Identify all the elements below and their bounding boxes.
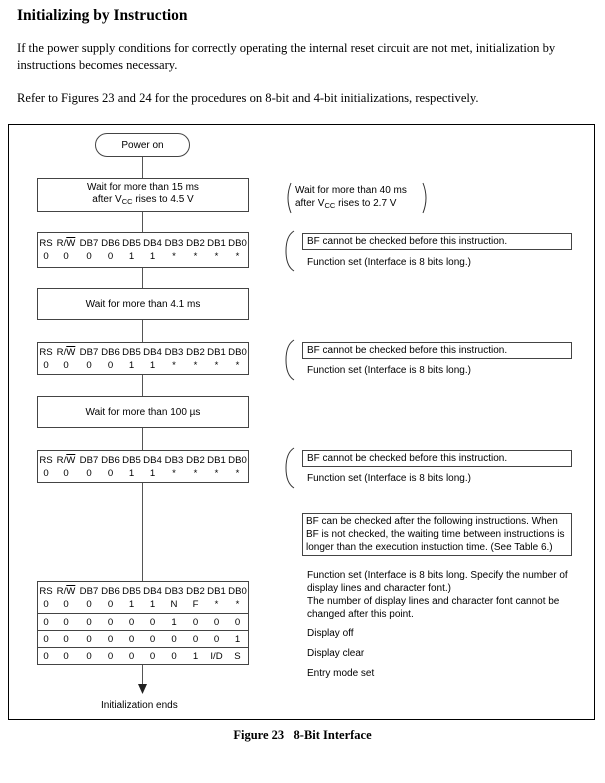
bit-header-row: RS $R/\overline{W}$ DB7 DB6 DB5 DB4 DB3 DB2 DB1 DB0 [39, 585, 247, 597]
entry-mode-note: Entry mode set [307, 668, 375, 679]
bit-header-row: RS $R/\overline{W}$ DB7 DB6 DB5 DB4 DB3 DB2 DB1 DB0 [39, 346, 247, 358]
bit-value-row: 0 0 0 0 1 1 * * * * [43, 251, 240, 262]
table-row: 0 0 0 0 0 0 0 1 I/D S [38, 647, 248, 664]
function-set-code-box-3 [37, 450, 249, 483]
bf-cannot-note-box: BF cannot be checked before this instruction. [302, 342, 572, 359]
wait-100us-box: Wait for more than 100 µs [37, 396, 249, 428]
bf-cannot-note-box: BF cannot be checked before this instruction. [302, 450, 572, 467]
function-set-note: Function set (Interface is 8 bits long.) [307, 365, 471, 376]
final-instruction-table [37, 581, 249, 665]
function-set-note: Function set (Interface is 8 bits long.) [307, 257, 471, 268]
function-set-full-note: Function set (Interface is 8 bits long. Specify the number of display lines and character font.) [307, 570, 568, 594]
connector-line [142, 157, 143, 178]
wait-15ms-box [37, 178, 249, 212]
intro-paragraph: If the power supply conditions for correctly operating the internal reset circuit are not met, initialization by instructions becomes necessary. [17, 41, 556, 72]
left-bracket-icon [285, 339, 295, 381]
table-row: 0 0 0 0 0 0 0 0 0 1 [38, 630, 248, 647]
display-clear-note: Display clear [307, 648, 365, 659]
section-heading: Initializing by Instruction [17, 7, 188, 24]
wait-40ms-note: Wait for more than 40 ms after $V_{CC}$ rises to 2.7 V [295, 185, 407, 210]
connector-line [142, 212, 143, 232]
figure-caption: Figure 23 8-Bit Interface [233, 728, 372, 742]
left-bracket-icon [285, 447, 295, 489]
function-set-code-box-1 [37, 232, 249, 268]
bit-value-row: 0 0 0 0 1 1 * * * * [43, 467, 240, 479]
bf-cannot-note-box: BF cannot be checked before this instruction. [302, 233, 572, 250]
wait-4ms-box: Wait for more than 4.1 ms [37, 288, 249, 320]
power-on-terminal: Power on [95, 133, 190, 157]
right-paren-icon [422, 182, 430, 214]
left-bracket-icon [285, 230, 295, 272]
connector-line [142, 483, 143, 581]
arrow-down-icon [138, 684, 147, 694]
table-row: 0 0 0 0 1 1 N F * * [43, 598, 240, 610]
table-row: 0 0 0 0 0 0 1 0 0 0 [38, 613, 248, 630]
display-off-note: Display off [307, 628, 354, 639]
connector-line [142, 428, 143, 450]
bit-header-row: RS $R/\overline{W}$ DB7 DB6 DB5 DB4 DB3 DB2 DB1 DB0 [39, 238, 247, 249]
connector-line [142, 268, 143, 288]
bit-header-row: RS $R/\overline{W}$ DB7 DB6 DB5 DB4 DB3 DB2 DB1 DB0 [39, 454, 247, 466]
function-set-note: Function set (Interface is 8 bits long.) [307, 473, 471, 484]
end-label: Initialization ends [101, 700, 178, 711]
bf-can-note-box: BF can be checked after the following instructions. When BF is not checked, the waiting time between instructions is longer than the execution instuction time. (See Table 6.) [302, 513, 572, 556]
wait-15ms-line2: after $V_{CC}$ rises to 4.5 V [92, 194, 194, 206]
function-set-code-box-2 [37, 342, 249, 375]
left-paren-icon [284, 182, 292, 214]
bit-value-row: 0 0 0 0 1 1 * * * * [43, 359, 240, 371]
connector-line [142, 320, 143, 342]
reference-paragraph: Refer to Figures 23 and 24 for the procedures on 8-bit and 4-bit initializations, respectively. [17, 91, 479, 105]
wait-15ms-line1: Wait for more than 15 ms [87, 182, 199, 193]
connector-line [142, 375, 143, 396]
final-table-header [38, 582, 248, 613]
function-set-lock-note: The number of display lines and character font cannot be changed after this point. [307, 596, 560, 620]
